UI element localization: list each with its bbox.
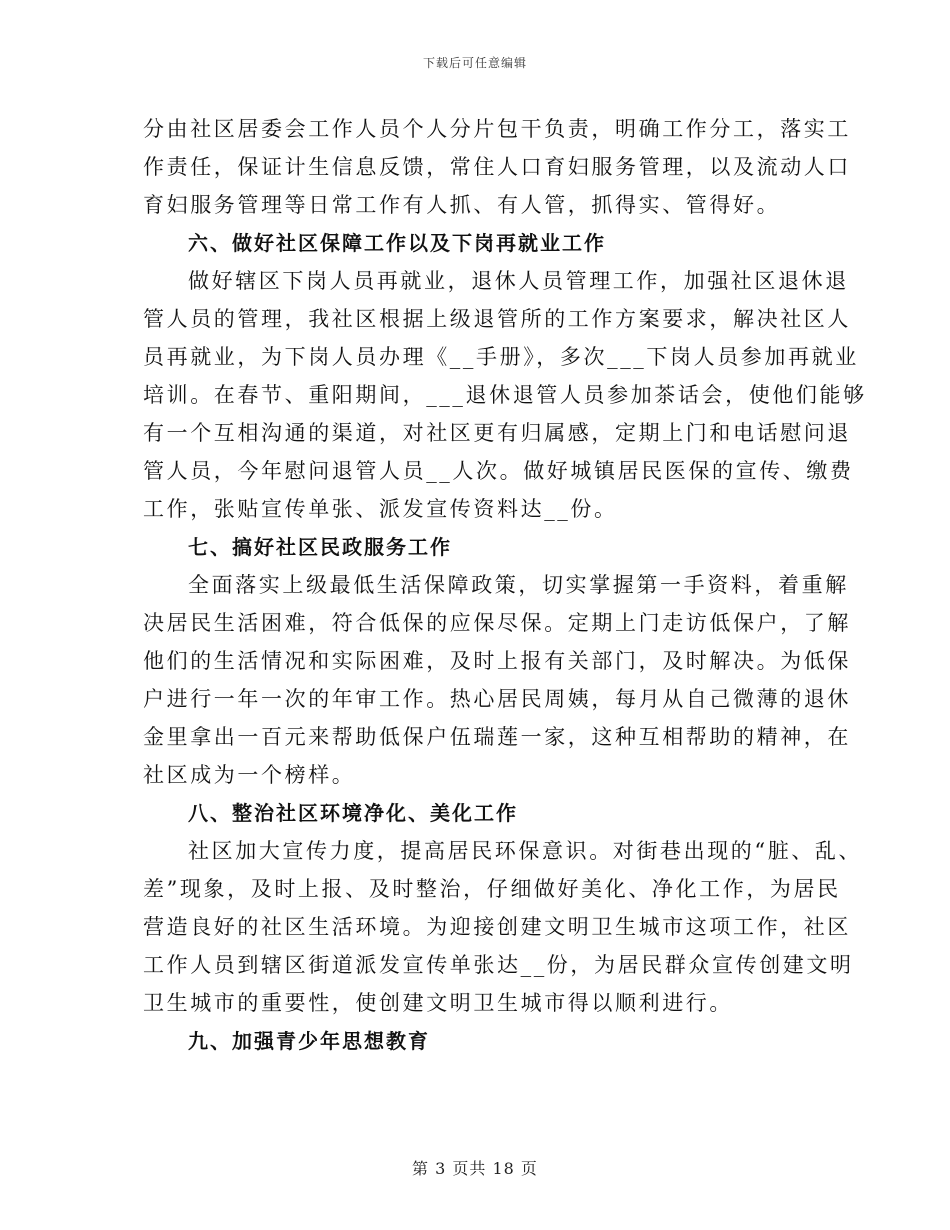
text-line: 工作人员到辖区街道派发宣传单张达__份，为居民群众宣传创建文明 — [143, 953, 854, 977]
document-body — [143, 110, 867, 1060]
section-heading: 八、整治社区环境净化、美化工作 — [188, 801, 518, 825]
text-line: 他们的生活情况和实际困难，及时上报有关部门，及时解决。为低保 — [143, 649, 851, 673]
text-line: 户进行一年一次的年审工作。热心居民周姨，每月从自己微薄的退休 — [143, 687, 851, 711]
text-line: 社区成为一个榜样。 — [143, 763, 356, 787]
text-line: 有一个互相沟通的渠道，对社区更有归属感，定期上门和电话慰问退 — [143, 421, 851, 445]
text-line: 作责任，保证计生信息反馈，常住人口育妇服务管理，以及流动人口 — [143, 155, 851, 179]
text-line: 工作，张贴宣传单张、派发宣传资料达__份。 — [143, 497, 618, 521]
text-line: 决居民生活困难，符合低保的应保尽保。定期上门走访低保户，了解 — [143, 611, 851, 635]
text-line: 社区加大宣传力度，提高居民环保意识。对街巷出现的“脏、乱、 — [188, 839, 863, 863]
text-line: 卫生城市的重要性，使创建文明卫生城市得以顺利进行。 — [143, 991, 733, 1015]
text-line: 差”现象，及时上报、及时整治，仔细做好美化、净化工作，为居民 — [143, 877, 841, 901]
section-heading: 七、搞好社区民政服务工作 — [188, 535, 452, 559]
text-line: 员再就业，为下岗人员办理《__手册》，多次___下岗人员参加再就业 — [143, 345, 859, 369]
text-line: 营造良好的社区生活环境。为迎接创建文明卫生城市这项工作，社区 — [143, 915, 851, 939]
text-line: 培训。在春节、重阳期间，___退休退管人员参加茶话会，使他们能够 — [143, 383, 867, 407]
section-heading: 九、加强青少年思想教育 — [188, 1029, 430, 1053]
text-line: 管人员的管理，我社区根据上级退管所的工作方案要求，解决社区人 — [143, 307, 851, 331]
text-line: 全面落实上级最低生活保障政策，切实掌握第一手资料，着重解 — [188, 573, 849, 597]
text-line: 管人员，今年慰问退管人员__人次。做好城镇居民医保的宣传、缴费 — [143, 459, 854, 483]
page-header: 下载后可任意编辑 — [422, 56, 527, 70]
text-line: 分由社区居委会工作人员个人分片包干负责，明确工作分工，落实工 — [143, 117, 851, 141]
text-line: 做好辖区下岗人员再就业，退休人员管理工作，加强社区退休退 — [188, 269, 849, 293]
section-heading: 六、做好社区保障工作以及下岗再就业工作 — [188, 231, 606, 255]
text-line: 育妇服务管理等日常工作有人抓、有人管，抓得实、管得好。 — [143, 193, 781, 217]
page-footer: 第 3 页共 18 页 — [412, 1159, 538, 1178]
text-line: 金里拿出一百元来帮助低保户伍瑞莲一家，这种互相帮助的精神，在 — [143, 725, 851, 749]
